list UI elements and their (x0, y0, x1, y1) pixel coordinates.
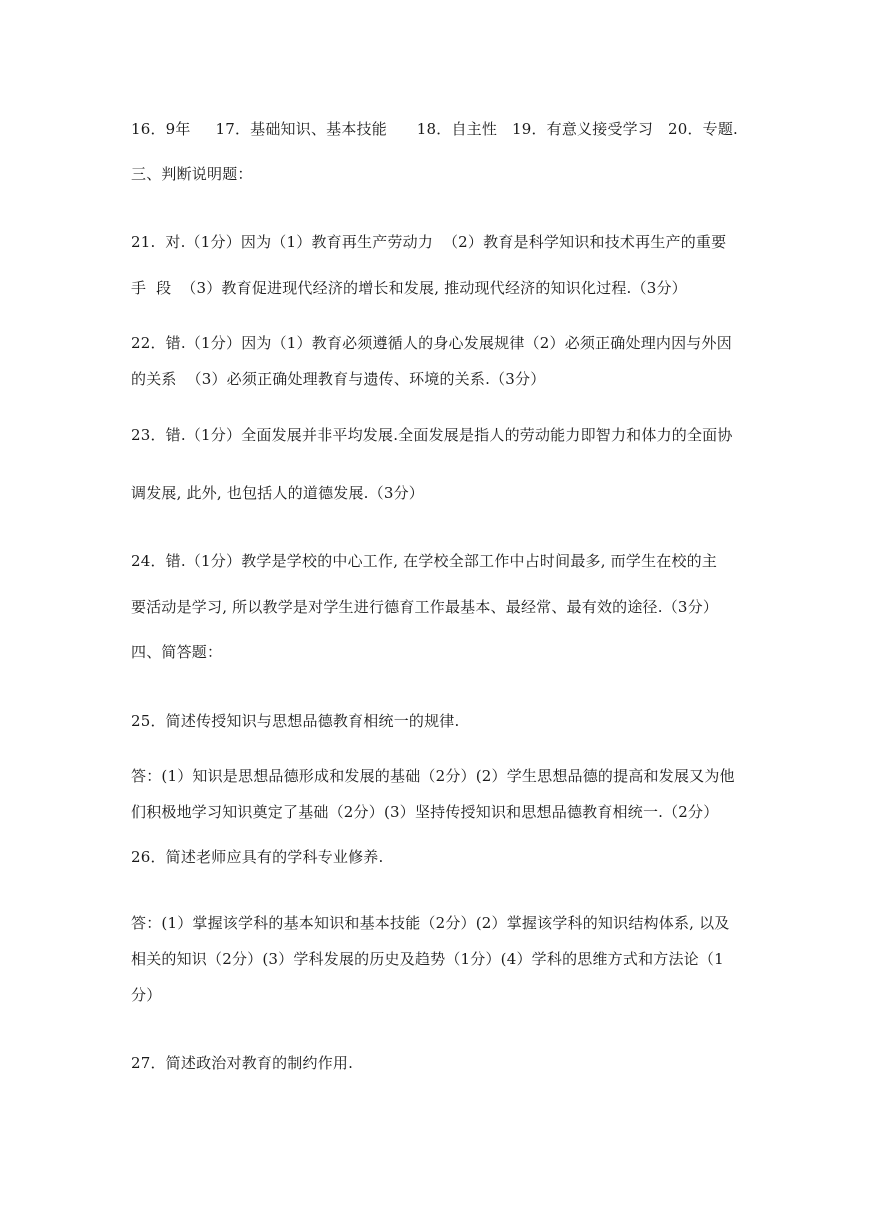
answer-22-line-1: 22．错.（1分）因为（1）教育必须遵循人的身心发展规律（2）必须正确处理内因与外因 (131, 334, 732, 352)
question-25: 25．简述传授知识与思想品德教育相统一的规律. (131, 712, 460, 730)
answer-24-line-2: 要活动是学习, 所以教学是对学生进行德育工作最基本、最经常、最有效的途径.（3分） (131, 598, 719, 616)
question-26: 26．简述老师应具有的学科专业修养. (131, 848, 384, 866)
answer-21-line-1: 21. 对.（1分）因为（1）教育再生产劳动力 （2）教育是科学知识和技术再生产的重要 (131, 233, 727, 251)
answer-22-line-2: 的关系 （3）必须正确处理教育与遗传、环境的关系.（3分） (131, 370, 546, 388)
answer-23-line-2: 调发展, 此外, 也包括人的道德发展.（3分） (131, 484, 424, 502)
answer-24-line-1: 24．错.（1分）教学是学校的中心工作, 在学校全部工作中占时间最多, 而学生在校的主 (131, 552, 718, 570)
question-27: 27．简述政治对教育的制约作用. (131, 1054, 354, 1072)
answer-26-line-3: 分） (131, 986, 162, 1004)
answer-line-16-20: 16．9年 17．基础知识、基本技能 18．自主性 19．有意义接受学习 20．专题. (131, 120, 739, 138)
answer-26-line-1: 答：(1）掌握该学科的基本知识和基本技能（2分）(2）掌握该学科的知识结构体系, 以及 (131, 914, 730, 932)
answer-25-line-1: 答：(1）知识是思想品德形成和发展的基础（2分）(2）学生思想品德的提高和发展又为他 (131, 767, 735, 785)
answer-25-line-2: 们积极地学习知识奠定了基础（2分）(3）坚持传授知识和思想品德教育相统一.（2分） (131, 803, 719, 821)
answer-23-line-1: 23．错.（1分）全面发展并非平均发展.全面发展是指人的劳动能力即智力和体力的全面协 (131, 426, 733, 444)
answer-26-line-2: 相关的知识（2分）(3）学科发展的历史及趋势（1分）(4）学科的思维方式和方法论（1 (131, 950, 724, 968)
section-heading-short-answer: 四、简答题： (131, 643, 223, 661)
section-heading-judgment: 三、判断说明题： (131, 165, 253, 183)
answer-21-line-2: 手 段 （3）教育促进现代经济的增长和发展, 推动现代经济的知识化过程.（3分） (131, 279, 687, 297)
